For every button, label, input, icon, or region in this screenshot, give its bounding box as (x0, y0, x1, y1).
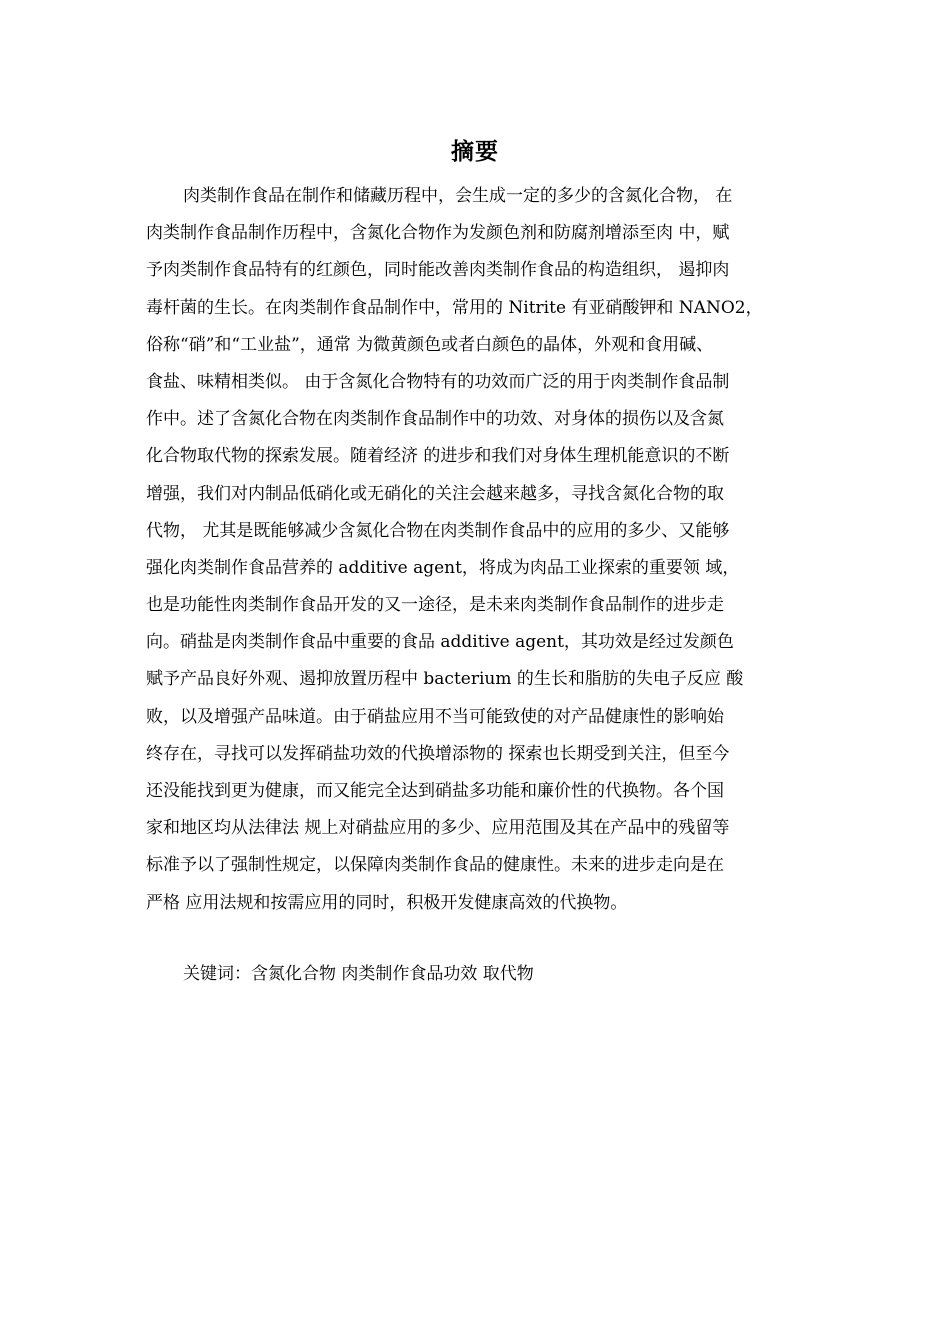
abstract-line: 代物， 尤其是既能够减少含氮化合物在肉类制作食品中的应用的多少、又能够 (146, 520, 730, 541)
keywords-line: 关键词：含氮化合物 肉类制作食品功效 取代物 (183, 964, 534, 984)
abstract-line: 予肉类制作食品特有的红颜色，同时能改善肉类制作食品的构造组织， 遏抑肉 (146, 260, 730, 281)
abstract-line: 家和地区均从法律法 规上对硝盐应用的多少、应用范围及其在产品中的残留等 (146, 818, 730, 839)
abstract-body (146, 178, 826, 922)
abstract-line: 还没能找到更为健康，而又能完全达到硝盐多功能和廉价性的代换物。各个国 (146, 781, 724, 801)
abstract-line: 强化肉类制作食品营养的 additive agent，将成为肉品工业探索的重要领 域， (146, 557, 740, 578)
abstract-line: 俗称“硝”和“工业盐”，通常 为微黄颜色或者白颜色的晶体，外观和食用碱、 (146, 334, 714, 355)
abstract-line: 败，以及增强产品味道。由于硝盐应用不当可能致使的对产品健康性的影响始 (146, 706, 724, 727)
abstract-line: 作中。述了含氮化合物在肉类制作食品制作中的功效、对身体的损伤以及含氮 (146, 409, 724, 430)
abstract-title: 摘要 (451, 139, 499, 165)
abstract-line: 毒杆菌的生长。在肉类制作食品制作中，常用的 Nitrite 有亚硝酸钾和 NANO2， (146, 297, 763, 318)
abstract-line: 标准予以了强制性规定，以保障肉类制作食品的健康性。未来的进步走向是在 (146, 855, 724, 876)
abstract-line: 增强，我们对内制品低硝化或无硝化的关注会越来越多，寻找含氮化合物的取 (146, 483, 724, 504)
abstract-line: 肉类制作食品在制作和储藏历程中，会生成一定的多少的含氮化合物， 在 (183, 186, 733, 206)
abstract-line: 食盐、味精相类似。 由于含氮化合物特有的功效而广泛的用于肉类制作食品制 (146, 371, 730, 392)
abstract-line: 终存在，寻找可以发挥硝盐功效的代换增添物的 探索也长期受到关注，但至今 (146, 743, 730, 764)
abstract-line: 严格 应用法规和按需应用的同时，积极开发健康高效的代换物。 (146, 892, 628, 913)
abstract-line: 也是功能性肉类制作食品开发的又一途径，是未来肉类制作食品制作的进步走 (146, 595, 724, 616)
abstract-line: 化合物取代物的探索发展。随着经济 的进步和我们对身体生理机能意识的不断 (146, 446, 730, 467)
abstract-line: 肉类制作食品制作历程中，含氮化合物作为发颜色剂和防腐剂增添至肉 中，赋 (146, 223, 730, 244)
abstract-line: 赋予产品良好外观、遏抑放置历程中 bacterium 的生长和脂肪的失电子反应 酸 (146, 669, 744, 690)
abstract-line: 向。硝盐是肉类制作食品中重要的食品 additive agent，其功效是经过发颜色 (146, 632, 734, 653)
